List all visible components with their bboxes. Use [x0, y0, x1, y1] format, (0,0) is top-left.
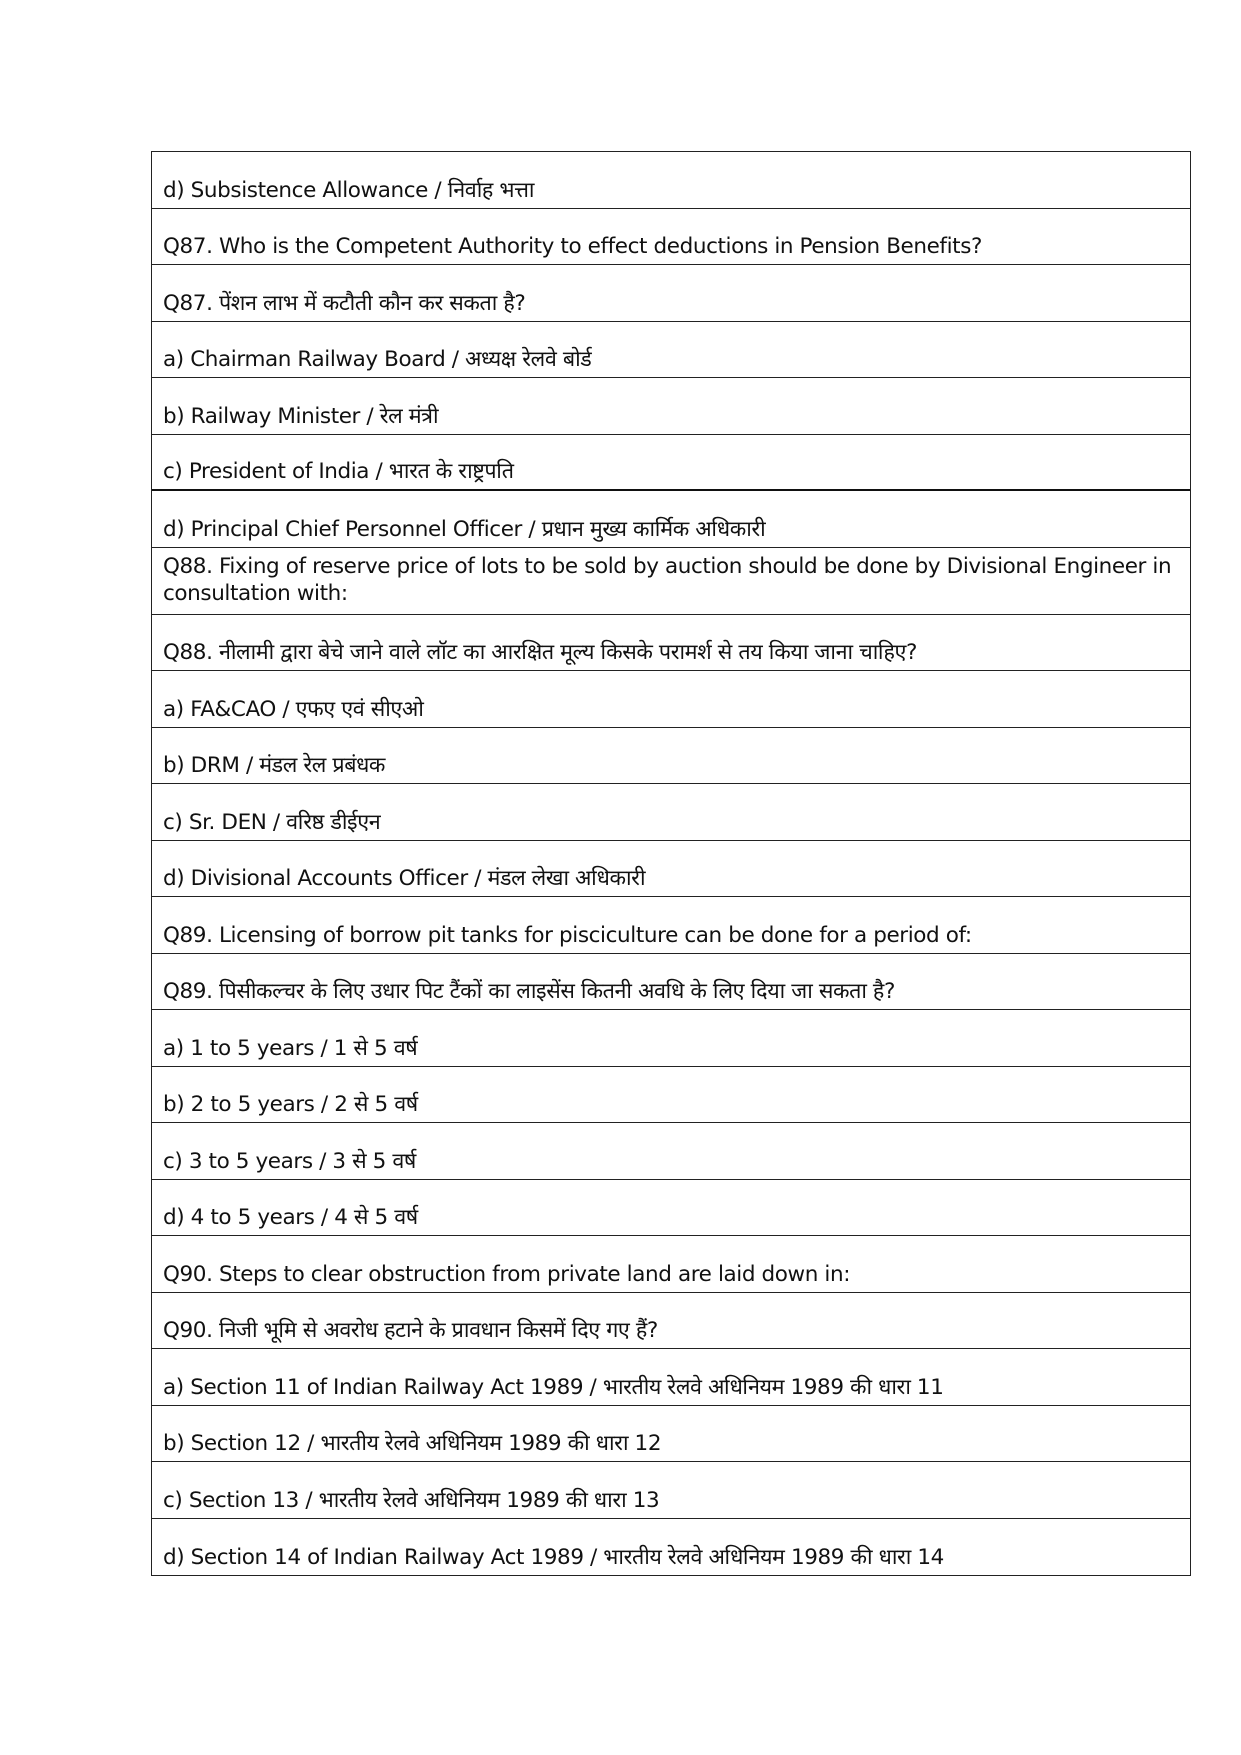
question-row-english: Q88. Fixing of reserve price of lots to be sold by auction should be done by Divisional Engineer in consultation with: [152, 548, 1190, 615]
option-row: d) Divisional Accounts Officer / मंडल लेखा अधिकारी [152, 841, 1190, 898]
question-row-english: Q89. Licensing of borrow pit tanks for pisciculture can be done for a period of: [152, 897, 1190, 954]
option-row: d) Principal Chief Personnel Officer / प्रधान मुख्य कार्मिक अधिकारी [152, 491, 1190, 548]
question-row-hindi: Q89. पिसीकल्चर के लिए उधार पिट टैंकों का लाइसेंस कितनी अवधि के लिए दिया जा सकता है? [152, 954, 1190, 1011]
option-row: a) Section 11 of Indian Railway Act 1989 / भारतीय रेलवे अधिनियम 1989 की धारा 11 [152, 1349, 1190, 1406]
option-row: c) 3 to 5 years / 3 से 5 वर्ष [152, 1123, 1190, 1180]
option-row: c) Sr. DEN / वरिष्ठ डीईएन [152, 784, 1190, 841]
option-row: d) Section 14 of Indian Railway Act 1989 / भारतीय रेलवे अधिनियम 1989 की धारा 14 [163, 1545, 944, 1571]
option-row: b) DRM / मंडल रेल प्रबंधक [152, 728, 1190, 785]
option-row: a) Chairman Railway Board / अध्यक्ष रेलवे बोर्ड [152, 322, 1190, 379]
option-row: a) 1 to 5 years / 1 से 5 वर्ष [152, 1010, 1190, 1067]
question-row-hindi: Q88. नीलामी द्वारा बेचे जाने वाले लॉट का आरक्षित मूल्य किसके परामर्श से तय किया जाना चाहिए? [152, 615, 1190, 672]
question-row-english: Q87. Who is the Competent Authority to effect deductions in Pension Benefits? [152, 209, 1190, 266]
question-row-english: Q90. Steps to clear obstruction from private land are laid down in: [152, 1236, 1190, 1293]
option-row: c) Section 13 / भारतीय रेलवे अधिनियम 1989 की धारा 13 [152, 1462, 1190, 1519]
option-row: b) Section 12 / भारतीय रेलवे अधिनियम 1989 की धारा 12 [152, 1406, 1190, 1463]
question-table [151, 151, 1191, 1576]
option-row: d) 4 to 5 years / 4 से 5 वर्ष [152, 1180, 1190, 1237]
option-row: d) Subsistence Allowance / निर्वाह भत्ता [152, 152, 1190, 209]
question-row-hindi: Q90. निजी भूमि से अवरोध हटाने के प्रावधान किसमें दिए गए हैं? [152, 1293, 1190, 1350]
option-row: b) 2 to 5 years / 2 से 5 वर्ष [152, 1067, 1190, 1124]
question-row-hindi: Q87. पेंशन लाभ में कटौती कौन कर सकता है? [152, 265, 1190, 322]
option-row: a) FA&CAO / एफए एवं सीएओ [152, 671, 1190, 728]
option-row: b) Railway Minister / रेल मंत्री [152, 378, 1190, 435]
option-row: c) President of India / भारत के राष्ट्रपति [152, 435, 1190, 492]
